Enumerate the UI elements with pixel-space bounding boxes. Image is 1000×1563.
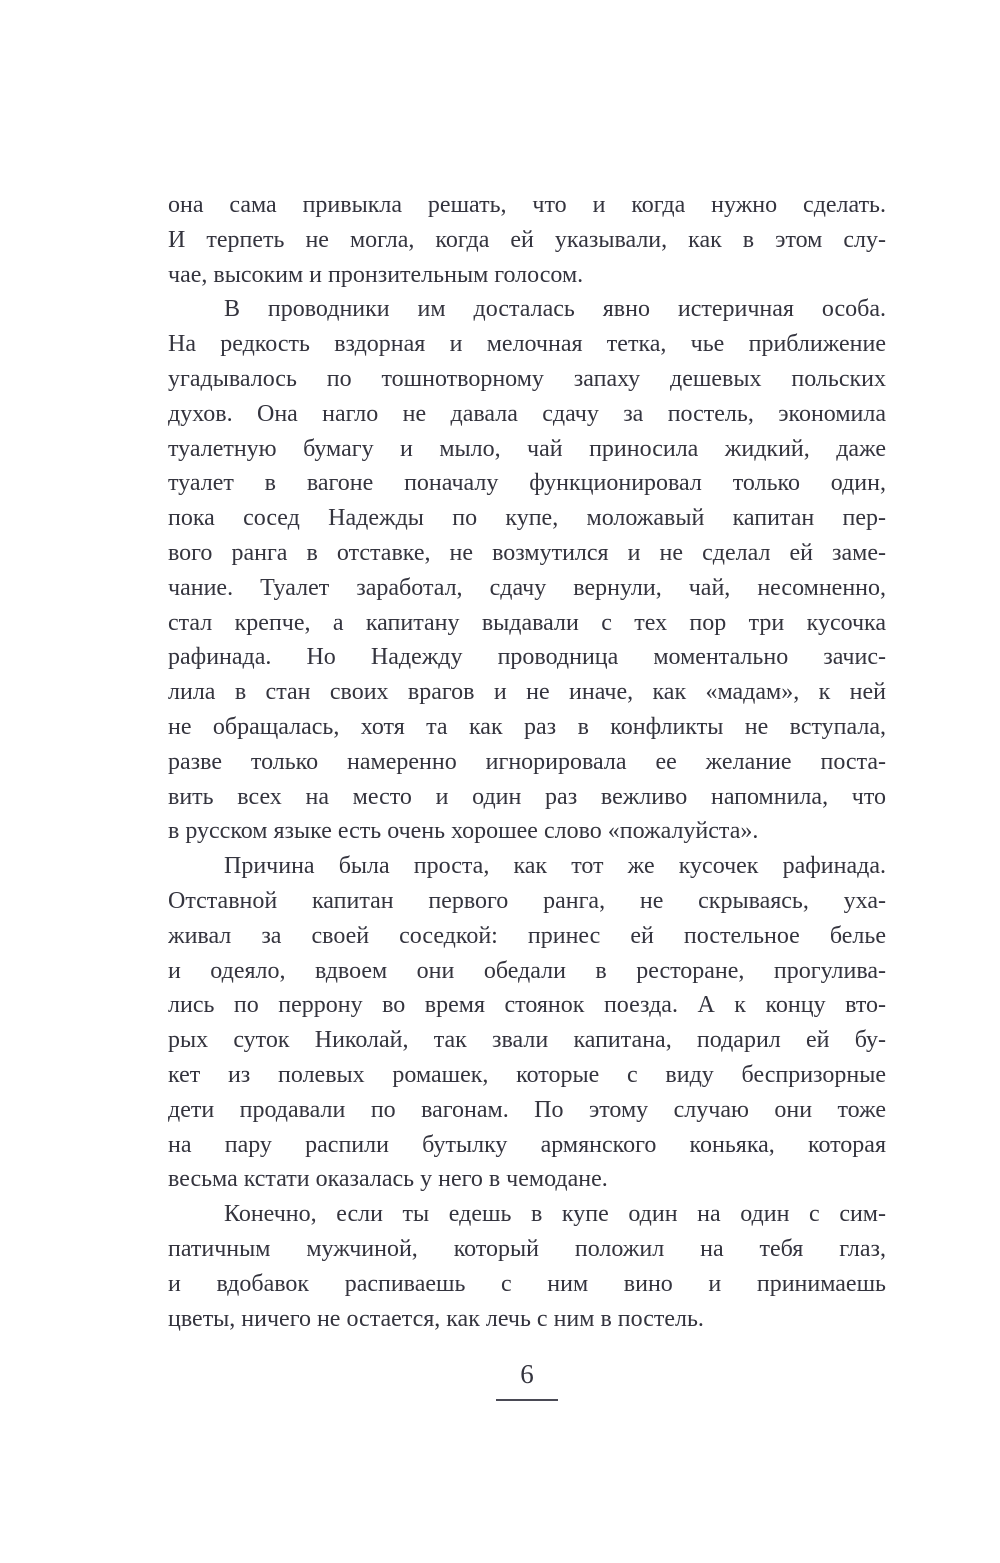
- text-line: разве только намеренно игнорировала ее желание поста-: [168, 748, 886, 775]
- text-line: и вдобавок распиваешь с ним вино и принимаешь: [168, 1270, 886, 1297]
- text-line: вого ранга в отставке, не возмутился и не сделал ей заме-: [168, 539, 886, 566]
- page-text: [168, 188, 886, 1336]
- text-line: В проводники им досталась явно истеричная особа.: [224, 296, 886, 323]
- text-line: в русском языке есть очень хорошее слово «пожалуйста».: [168, 818, 759, 845]
- text-line: стал крепче, а капитану выдавали с тех пор три кусочка: [168, 609, 886, 636]
- text-line: вить всех на место и один раз вежливо напомнила, что: [168, 783, 886, 810]
- text-line: патичным мужчиной, который положил на тебя глаз,: [168, 1235, 886, 1262]
- paragraph: [168, 849, 886, 1197]
- text-line: Причина была проста, как тот же кусочек рафинада.: [224, 853, 886, 880]
- text-line: дети продавали по вагонам. По этому случаю они тоже: [168, 1096, 886, 1123]
- text-line: пока сосед Надежды по купе, моложавый капитан пер-: [168, 505, 886, 532]
- text-line: рафинада. Но Надежду проводница моментально зачис-: [168, 644, 886, 671]
- text-line: кет из полевых ромашек, которые с виду беспризорные: [168, 1061, 886, 1088]
- text-line: угадывалось по тошнотворному запаху дешевых польских: [168, 365, 886, 392]
- text-line: цветы, ничего не остается, как лечь с ним в постель.: [168, 1305, 704, 1332]
- text-line: на пару распили бутылку армянского коньяка, которая: [168, 1131, 886, 1158]
- page-footer: [168, 1358, 886, 1401]
- paragraph: [168, 292, 886, 849]
- text-line: и одеяло, вдвоем они обедали в ресторане, прогулива-: [168, 957, 886, 984]
- text-line: туалет в вагоне поначалу функционировал только один,: [168, 470, 886, 497]
- text-line: лись по перрону во время стоянок поезда. А к концу вто-: [168, 992, 886, 1019]
- text-line: лила в стан своих врагов и не иначе, как «мадам», к ней: [168, 679, 886, 706]
- text-line: Конечно, если ты едешь в купе один на один с сим-: [224, 1201, 886, 1228]
- text-line: И терпеть не могла, когда ей указывали, как в этом слу-: [168, 226, 886, 253]
- text-line: туалетную бумагу и мыло, чай приносила жидкий, даже: [168, 435, 886, 462]
- text-line: На редкость вздорная и мелочная тетка, чье приближение: [168, 331, 886, 358]
- text-line: она сама привыкла решать, что и когда нужно сделать.: [168, 192, 886, 218]
- text-line: чае, высоким и пронзительным голосом.: [168, 261, 584, 288]
- text-line: живал за своей соседкой: принес ей постельное белье: [168, 922, 886, 949]
- text-line: рых суток Николай, так звали капитана, подарил ей бу-: [168, 1027, 886, 1054]
- text-line: не обращалась, хотя та как раз в конфликты не вступала,: [168, 713, 886, 740]
- paragraph: [168, 188, 886, 292]
- text-line: чание. Туалет заработал, сдачу вернули, чай, несомненно,: [168, 574, 886, 601]
- text-line: Отставной капитан первого ранга, не скрываясь, уха-: [168, 887, 886, 914]
- paragraph: [168, 1197, 886, 1336]
- page-number: 6: [520, 1359, 534, 1389]
- text-line: духов. Она нагло не давала сдачу за постель, экономила: [168, 400, 886, 427]
- page-number-rule: [496, 1399, 558, 1401]
- text-line: весьма кстати оказалась у него в чемодане.: [168, 1166, 608, 1193]
